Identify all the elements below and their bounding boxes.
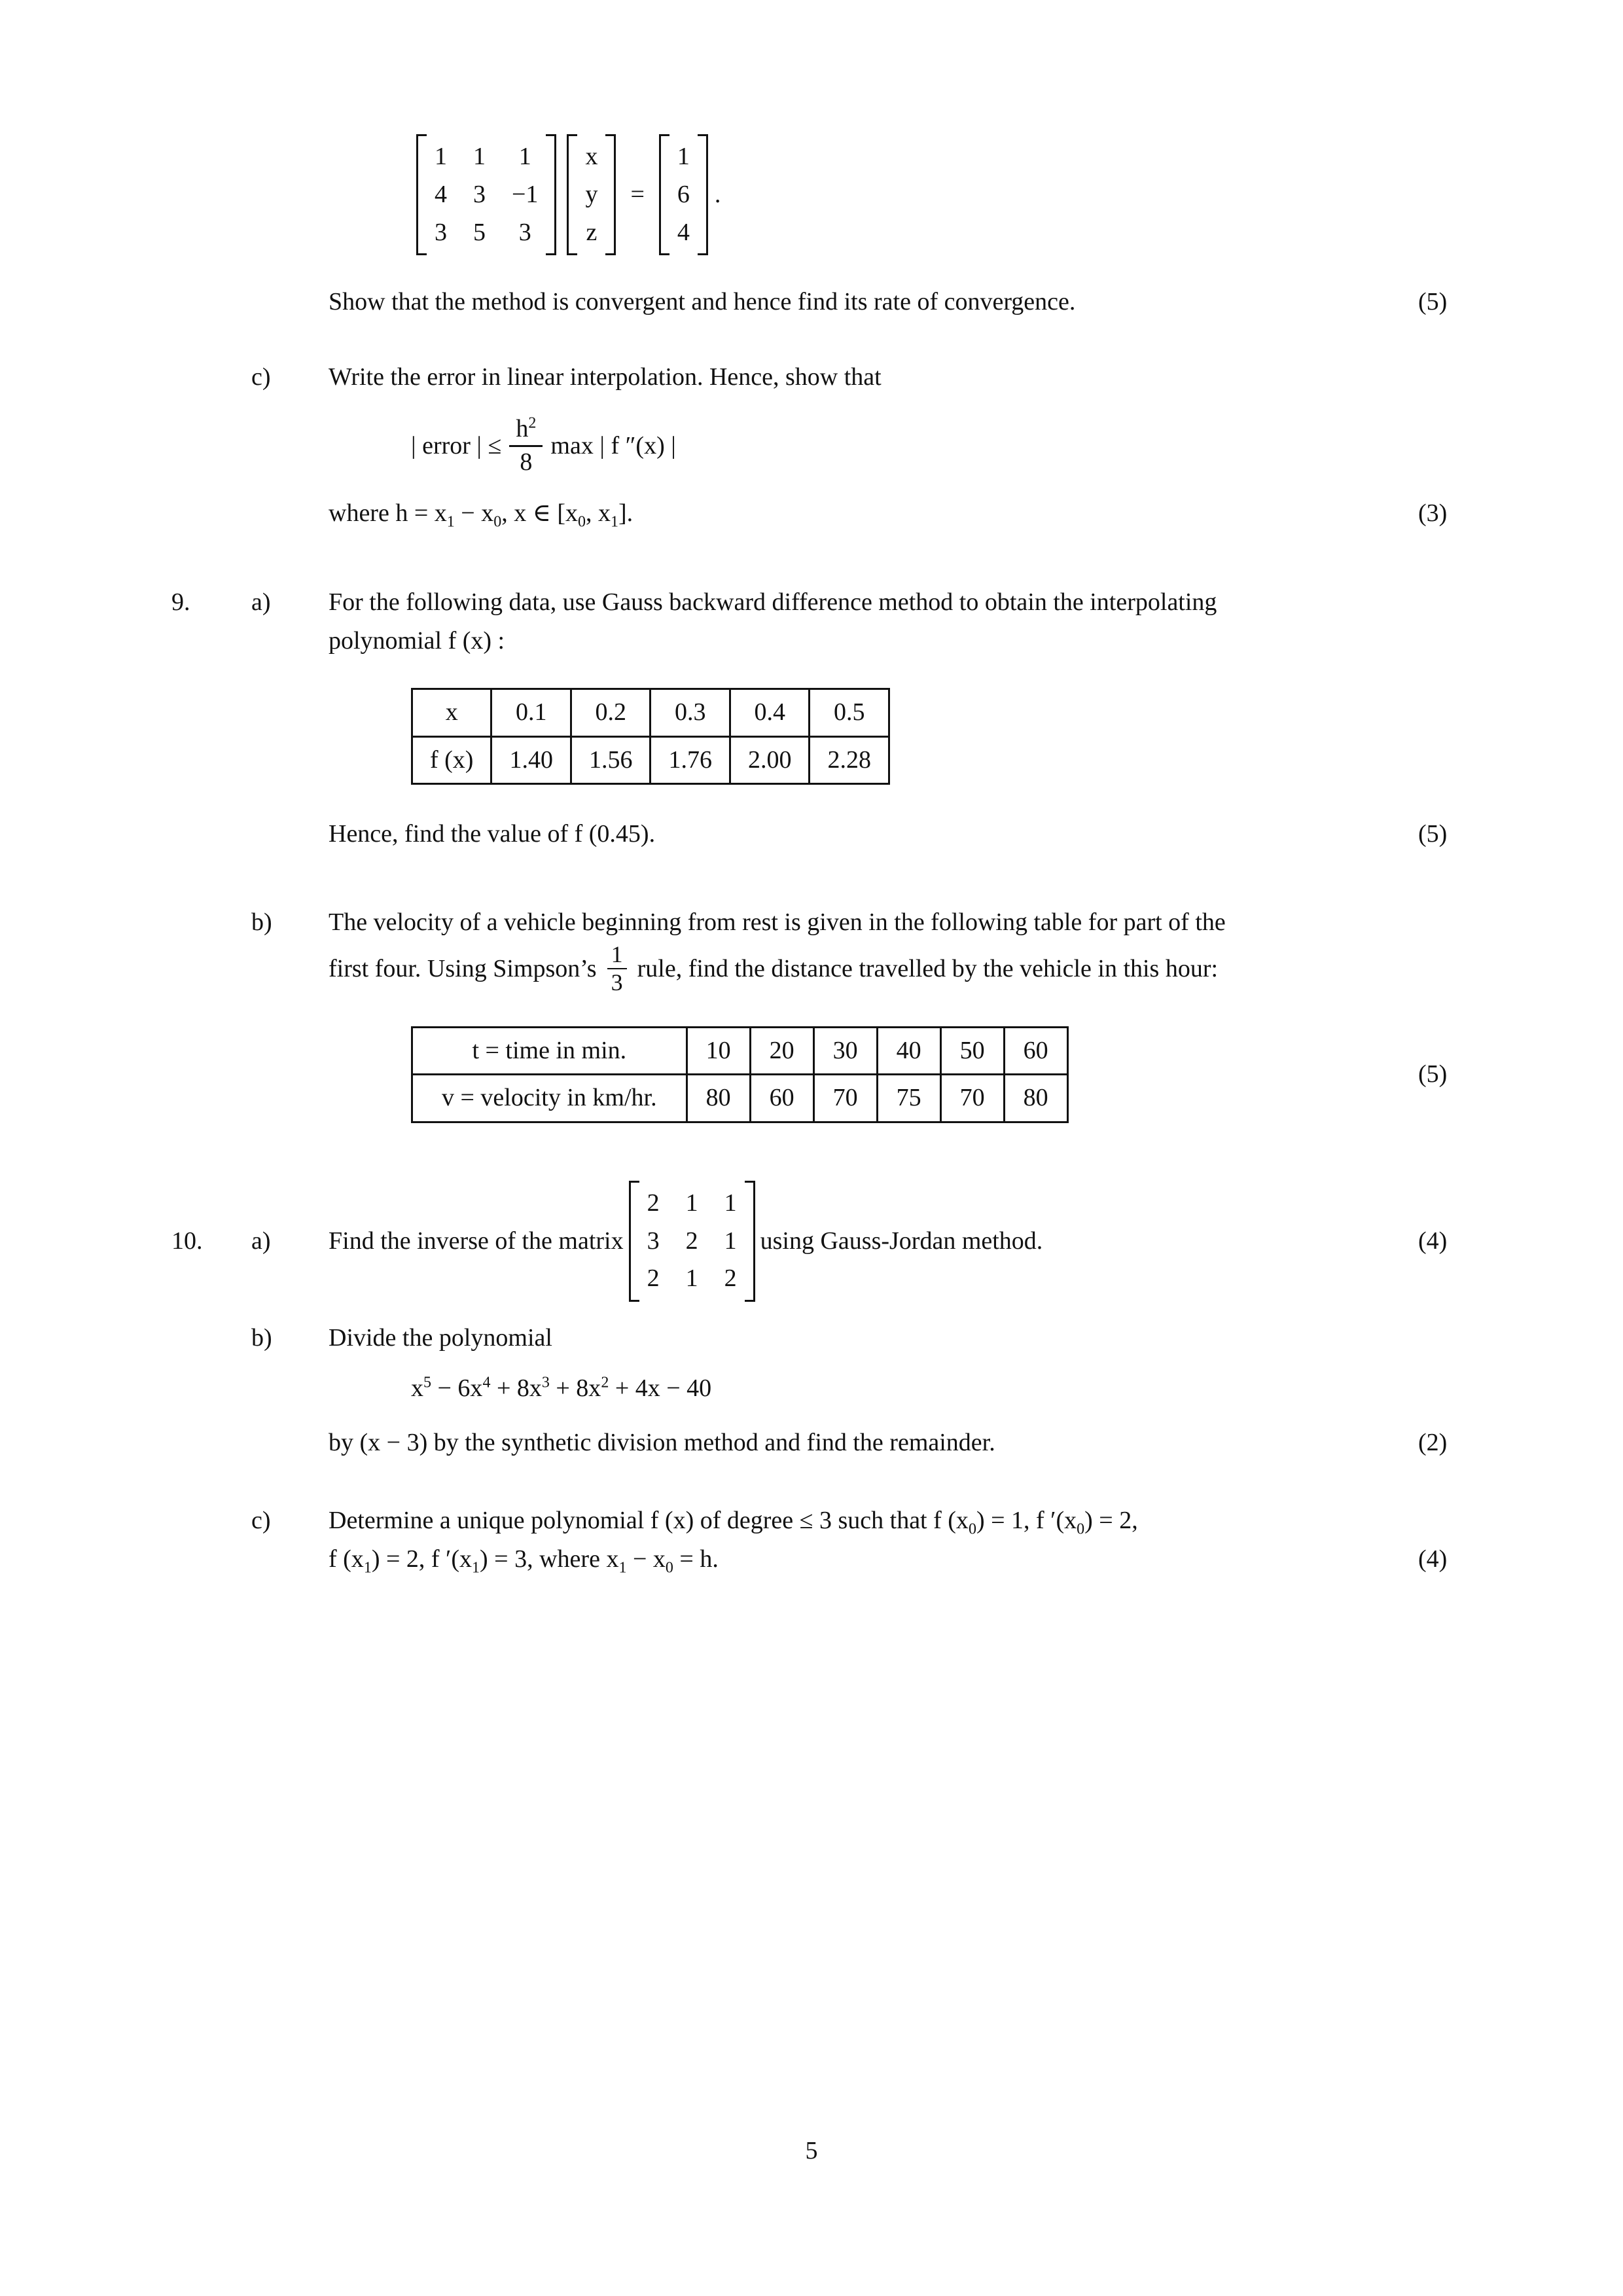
matrix-cell: 3	[518, 218, 531, 246]
matrix-cell: 4	[677, 218, 690, 246]
marks-empty	[1409, 688, 1482, 689]
question-number-empty	[171, 815, 251, 816]
q10b-intro-text: Divide the polynomial	[329, 1324, 552, 1352]
fraction-h2-over-8	[509, 415, 543, 476]
q10a-letter: a)	[251, 1227, 271, 1255]
matrix-cell: 1	[724, 1189, 737, 1217]
question-letter-empty	[251, 134, 329, 135]
table-cell: 75	[877, 1075, 940, 1122]
marks-empty	[1409, 1369, 1482, 1370]
q10a-statement	[329, 1181, 1409, 1302]
q9a-intro-text	[329, 583, 1409, 660]
table-cell: 0.2	[571, 689, 651, 736]
polynomial-expression: $x^5 - 6x^4 + 8x^3 + 8x^2 + 4x - 40$	[411, 1374, 712, 1403]
table-cell: 1.56	[571, 736, 651, 783]
table-cell: 60	[1004, 1027, 1067, 1074]
matrix-cell: 5	[473, 218, 486, 246]
question-letter-empty	[251, 1369, 329, 1370]
question-number-empty	[171, 494, 251, 495]
q10a-row	[171, 1181, 1482, 1302]
table-cell: t = time in min.	[412, 1027, 687, 1074]
table-cell: 10	[687, 1027, 750, 1074]
matrix-equation	[411, 134, 1409, 255]
question-letter-empty	[251, 494, 329, 495]
q10b-marks: (2)	[1418, 1428, 1448, 1456]
q9b-line2-post: rule, find the distance travelled by the vehicle in this hour:	[637, 954, 1219, 982]
inverse-target-matrix	[629, 1181, 755, 1302]
table-row	[412, 1075, 1068, 1122]
q10a-post-text: using Gauss-Jordan method.	[760, 1227, 1043, 1255]
q10b-polynomial-row	[171, 1369, 1482, 1408]
matrix-cell: y	[585, 180, 598, 208]
matrix-cell: 1	[677, 143, 690, 170]
matrix-cell: 1	[435, 143, 447, 170]
q9a-line2: polynomial f (x) :	[329, 627, 505, 655]
q10a-marks: (4)	[1418, 1227, 1448, 1255]
q8c-where-text: where $h = x_1 - x_0$, x ∈ [$x_0$, $x_1$].	[329, 499, 633, 531]
q8c-where-row	[171, 494, 1482, 533]
marks-empty	[1409, 583, 1482, 584]
table-cell: 0.1	[491, 689, 571, 736]
q9a-line1: For the following data, use Gauss backward difference method to obtain the interpolating	[329, 588, 1217, 617]
q8b-marks: (5)	[1418, 288, 1448, 316]
matrix-cell: 3	[473, 180, 486, 208]
table-cell: 20	[750, 1027, 813, 1074]
q9b-line2	[329, 942, 1409, 996]
table-cell: 2.28	[810, 736, 889, 783]
matrix-cell: 2	[647, 1265, 660, 1293]
table-cell: 2.00	[730, 736, 810, 783]
q9b-marks: (5)	[1418, 1060, 1448, 1088]
question-letter-empty	[251, 1074, 329, 1075]
coefficient-matrix	[416, 134, 556, 255]
page-number: 5	[805, 2137, 818, 2165]
matrix-cell: 1	[685, 1189, 698, 1217]
q9a-marks: (5)	[1418, 820, 1448, 848]
q10b-divisor-text: by (x − 3) by the synthetic division method and find the remainder.	[329, 1428, 995, 1456]
q9-number: 9.	[171, 588, 190, 617]
q8b-equation-row	[171, 134, 1482, 255]
table-cell: 0.5	[810, 689, 889, 736]
q9b-line1: The velocity of a vehicle beginning from rest is given in the following table for part of the	[329, 908, 1226, 936]
question-number-empty	[171, 1501, 251, 1502]
table-row	[412, 689, 889, 736]
equals-sign: =	[630, 181, 645, 209]
table-cell: f (x)	[412, 736, 491, 783]
question-number-empty	[171, 1369, 251, 1370]
table-cell: 80	[1004, 1075, 1067, 1122]
table-row	[412, 736, 889, 783]
table-cell: x	[412, 689, 491, 736]
question-number-empty	[171, 903, 251, 904]
matrix-cell: 3	[647, 1227, 660, 1255]
fraction-denominator: 8	[520, 448, 533, 476]
q9b-intro-row	[171, 903, 1482, 996]
q8c-formula-row	[171, 415, 1482, 476]
q9b-table-row	[171, 1026, 1482, 1123]
q9a-letter: a)	[251, 588, 271, 617]
q10a-pre-text: Find the inverse of the matrix	[329, 1227, 624, 1255]
q10c-line1: Determine a unique polynomial f (x) of degree ≤ 3 such that f $(x_0) = 1$, f $'(x_0) = 2$,	[329, 1506, 1138, 1538]
matrix-cell: 6	[677, 180, 690, 208]
table-cell: 70	[940, 1075, 1004, 1122]
q8c-letter: c)	[251, 363, 271, 391]
matrix-cell: 2	[685, 1227, 698, 1255]
q9b-line2-pre: first four. Using Simpson’s	[329, 954, 597, 982]
question-number-empty	[171, 134, 251, 135]
q9b-letter: b)	[251, 908, 272, 936]
matrix-cell: 1	[473, 143, 486, 170]
q9a-intro-row	[171, 583, 1482, 660]
q9a-hence-row	[171, 815, 1482, 853]
q8b-statement-text: Show that the method is convergent and hence find its rate of convergence.	[329, 288, 1076, 316]
matrix-cell: 2	[724, 1265, 737, 1293]
fraction-numerator: 1	[607, 942, 627, 970]
velocity-data-table	[411, 1026, 1069, 1123]
q8b-statement-row	[171, 283, 1482, 321]
fraction-numerator: $h^2$	[509, 415, 543, 447]
q10-number: 10.	[171, 1227, 203, 1255]
table-cell: 80	[687, 1075, 750, 1122]
table-cell: 0.4	[730, 689, 810, 736]
table-cell: 60	[750, 1075, 813, 1122]
fraction-denominator: 3	[611, 969, 623, 996]
table-cell: 40	[877, 1027, 940, 1074]
matrix-cell: 1	[724, 1227, 737, 1255]
fraction-one-third	[607, 942, 627, 996]
marks-empty	[1409, 134, 1482, 135]
table-cell: 1.40	[491, 736, 571, 783]
marks-empty	[1409, 358, 1482, 359]
table-cell: 1.76	[651, 736, 730, 783]
matrix-cell: z	[586, 218, 597, 246]
q9a-hence-text: Hence, find the value of f (0.45).	[329, 820, 656, 848]
q10c-letter: c)	[251, 1506, 271, 1534]
q9b-intro-text	[329, 903, 1409, 996]
question-number-empty	[171, 415, 251, 416]
question-letter-empty	[251, 688, 329, 689]
q8c-marks: (3)	[1418, 499, 1448, 527]
table-cell: 70	[813, 1075, 877, 1122]
question-letter-empty	[251, 815, 329, 816]
matrix-cell: 1	[518, 143, 531, 170]
question-letter-empty	[251, 415, 329, 416]
matrix-cell: 3	[435, 218, 447, 246]
page-content	[171, 134, 1482, 1579]
q8c-intro-text: Write the error in linear interpolation. Hence, show that	[329, 363, 882, 391]
error-bound-formula	[411, 415, 1409, 476]
marks-empty	[1409, 415, 1482, 416]
table-cell: 50	[940, 1027, 1004, 1074]
matrix-cell: −1	[512, 180, 539, 208]
formula-rhs: max | f ″(x) |	[550, 431, 676, 459]
q10b-divisor-row	[171, 1424, 1482, 1462]
question-number-empty	[171, 688, 251, 689]
marks-empty	[1409, 903, 1482, 904]
matrix-cell: 2	[647, 1189, 660, 1217]
q10c-row	[171, 1501, 1482, 1579]
q8c-intro-row	[171, 358, 1482, 397]
matrix-cell: 1	[685, 1265, 698, 1293]
sentence-period: .	[714, 181, 721, 209]
question-number-empty	[171, 1074, 251, 1075]
formula-lhs: | error | ≤	[411, 431, 502, 459]
q10c-line2: f $(x_1) = 2$, f $'(x_1) = 3$, where $x_1 - x_0 = h$.	[329, 1545, 719, 1577]
table-cell: 0.3	[651, 689, 730, 736]
table-cell: 30	[813, 1027, 877, 1074]
question-number-empty	[171, 358, 251, 359]
table-cell: v = velocity in km/hr.	[412, 1075, 687, 1122]
table-row	[412, 1027, 1068, 1074]
q10b-intro-row	[171, 1319, 1482, 1357]
q9a-table-row	[171, 688, 1482, 785]
matrix-cell: x	[585, 143, 598, 170]
interpolation-data-table	[411, 688, 890, 785]
q10c-marks: (4)	[1418, 1545, 1448, 1573]
q10b-letter: b)	[251, 1324, 272, 1352]
matrix-cell: 4	[435, 180, 447, 208]
variables-vector	[567, 134, 616, 255]
constants-vector	[659, 134, 708, 255]
q10c-statement	[329, 1501, 1409, 1579]
